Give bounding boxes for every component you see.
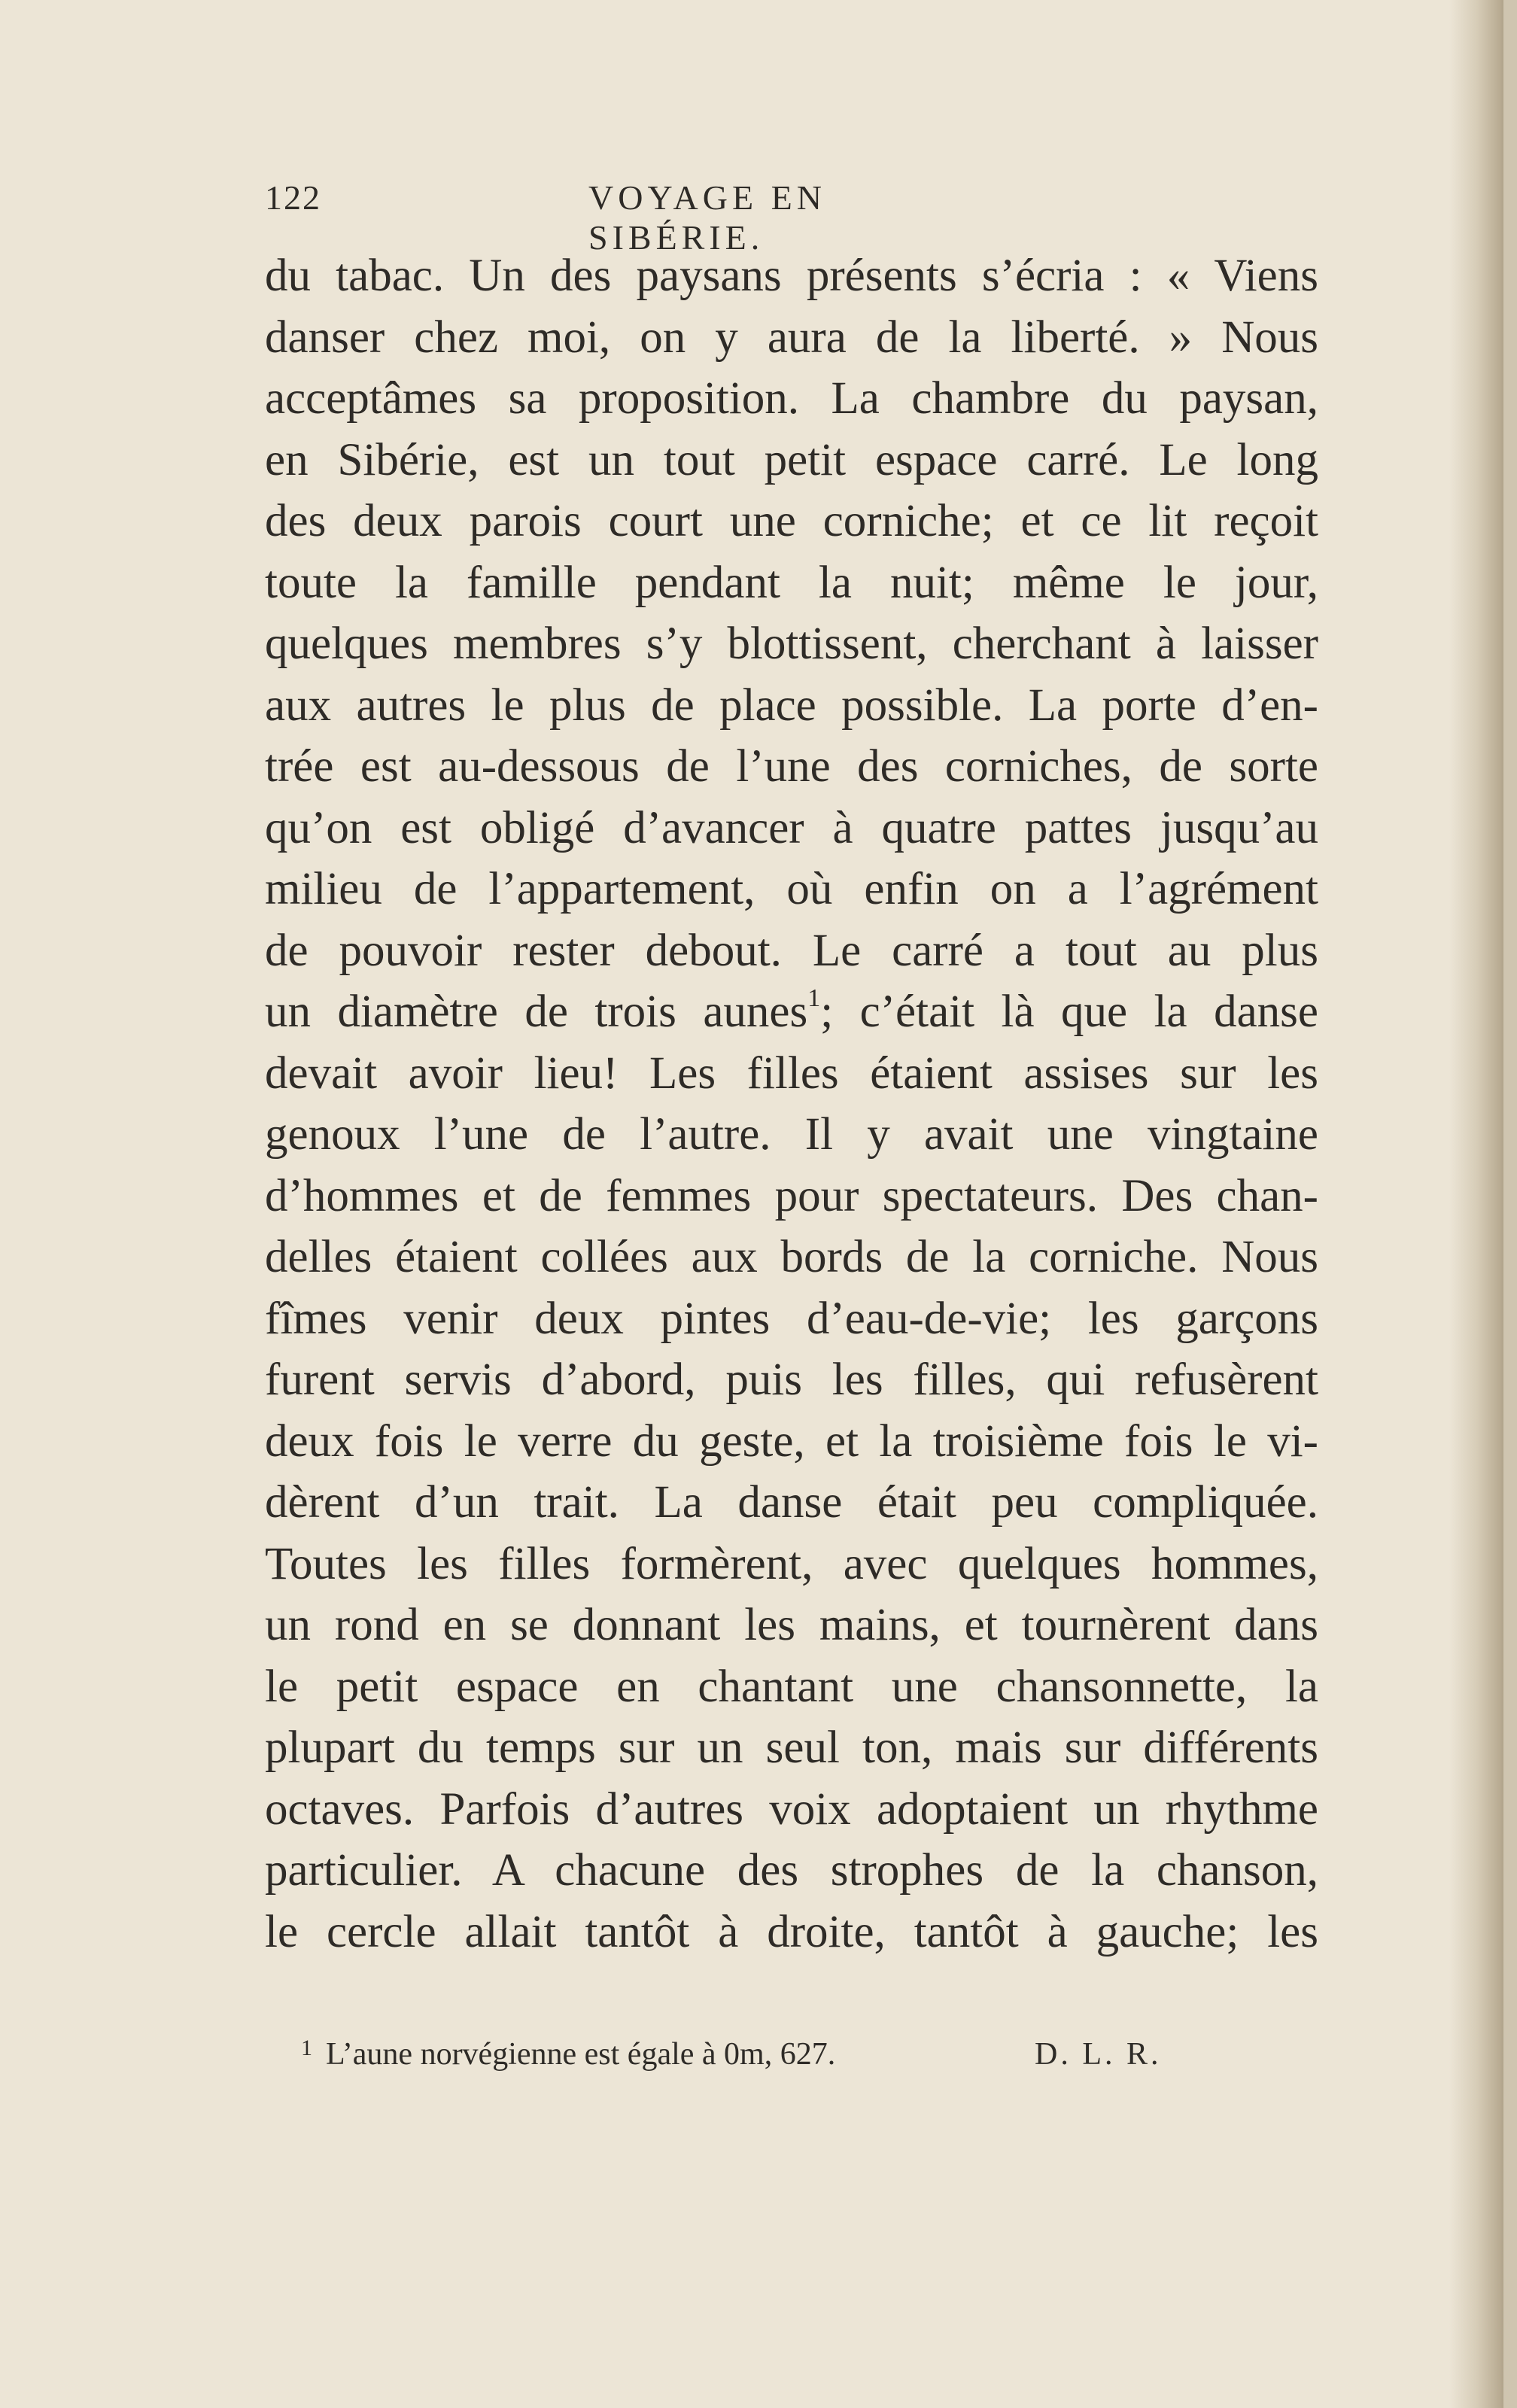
text-line: particulier. A chacune des strophes de la chanson, xyxy=(265,1845,1318,1896)
text-line: Toutes les filles formèrent, avec quelques hommes, xyxy=(265,1538,1318,1589)
text-line: danser chez moi, on y aura de la liberté. » Nous xyxy=(265,312,1318,363)
text-line: des deux parois court une corniche; et ce lit reçoit xyxy=(265,496,1318,546)
text-line: delles étaient collées aux bords de la corniche. Nous xyxy=(265,1232,1318,1282)
text-line: un rond en se donnant les mains, et tournèrent dans xyxy=(265,1600,1318,1650)
footnote-reference: 1 xyxy=(807,984,821,1012)
text-line: en Sibérie, est un tout petit espace carré. Le long xyxy=(265,434,1318,485)
text-line: quelques membres s’y blottissent, cherchant à laisser xyxy=(265,619,1318,669)
text-line: octaves. Parfois d’autres voix adoptaient un rhythme xyxy=(265,1783,1318,1835)
text-line: qu’on est obligé d’avancer à quatre pattes jusqu’au xyxy=(265,802,1318,853)
text-line: le petit espace en chantant une chansonnette, la xyxy=(265,1661,1318,1712)
text-line: dèrent d’un trait. La danse était peu compliquée. xyxy=(265,1477,1318,1528)
text-line: du tabac. Un des paysans présents s’écria : « Viens xyxy=(265,251,1318,301)
text-line: devait avoir lieu! Les filles étaient assises sur les xyxy=(265,1047,1318,1099)
footnote-signature: D. L. R. xyxy=(1035,2037,1162,2072)
text-line: deux fois le verre du geste, et la troisième fois le vi- xyxy=(265,1415,1318,1467)
text-line: trée est au-dessous de l’une des corniches, de sorte xyxy=(265,741,1318,792)
text-line-part: ; c’était là que la danse xyxy=(820,987,1318,1037)
text-line: fîmes venir deux pintes d’eau-de-vie; les garçons xyxy=(265,1293,1318,1344)
page-edge-binding xyxy=(1503,0,1517,2408)
text-line-part: un diamètre de trois aunes xyxy=(265,987,808,1037)
text-line: de pouvoir rester debout. Le carré a tout au plus xyxy=(265,925,1318,976)
text-line: genoux l’une de l’autre. Il y avait une vingtaine xyxy=(265,1109,1318,1160)
footnote xyxy=(301,2036,1204,2089)
running-head xyxy=(265,178,1002,257)
text-line: milieu de l’appartement, où enfin on a l’agrément xyxy=(265,864,1318,914)
body-text xyxy=(265,245,1318,1963)
footnote-text: L’aune norvégienne est égale à 0m, 627. xyxy=(326,2037,836,2072)
text-line: plupart du temps sur un seul ton, mais sur différents xyxy=(265,1722,1318,1773)
text-line: acceptâmes sa proposition. La chambre du paysan, xyxy=(265,373,1318,424)
page-number: 122 xyxy=(265,178,321,217)
text-line: toute la famille pendant la nuit; même le jour, xyxy=(265,557,1318,608)
running-title: VOYAGE EN SIBÉRIE. xyxy=(588,178,826,257)
text-line-with-footnote-ref xyxy=(265,981,1318,1043)
footnote-mark: 1 xyxy=(301,2036,312,2060)
text-line: furent servis d’abord, puis les filles, qui refusèrent xyxy=(265,1354,1318,1405)
text-line: aux autres le plus de place possible. La porte d’en- xyxy=(265,680,1318,731)
text-line: d’hommes et de femmes pour spectateurs. Des chan- xyxy=(265,1170,1318,1221)
text-line: le cercle allait tantôt à droite, tantôt à gauche; les xyxy=(265,1906,1318,1957)
